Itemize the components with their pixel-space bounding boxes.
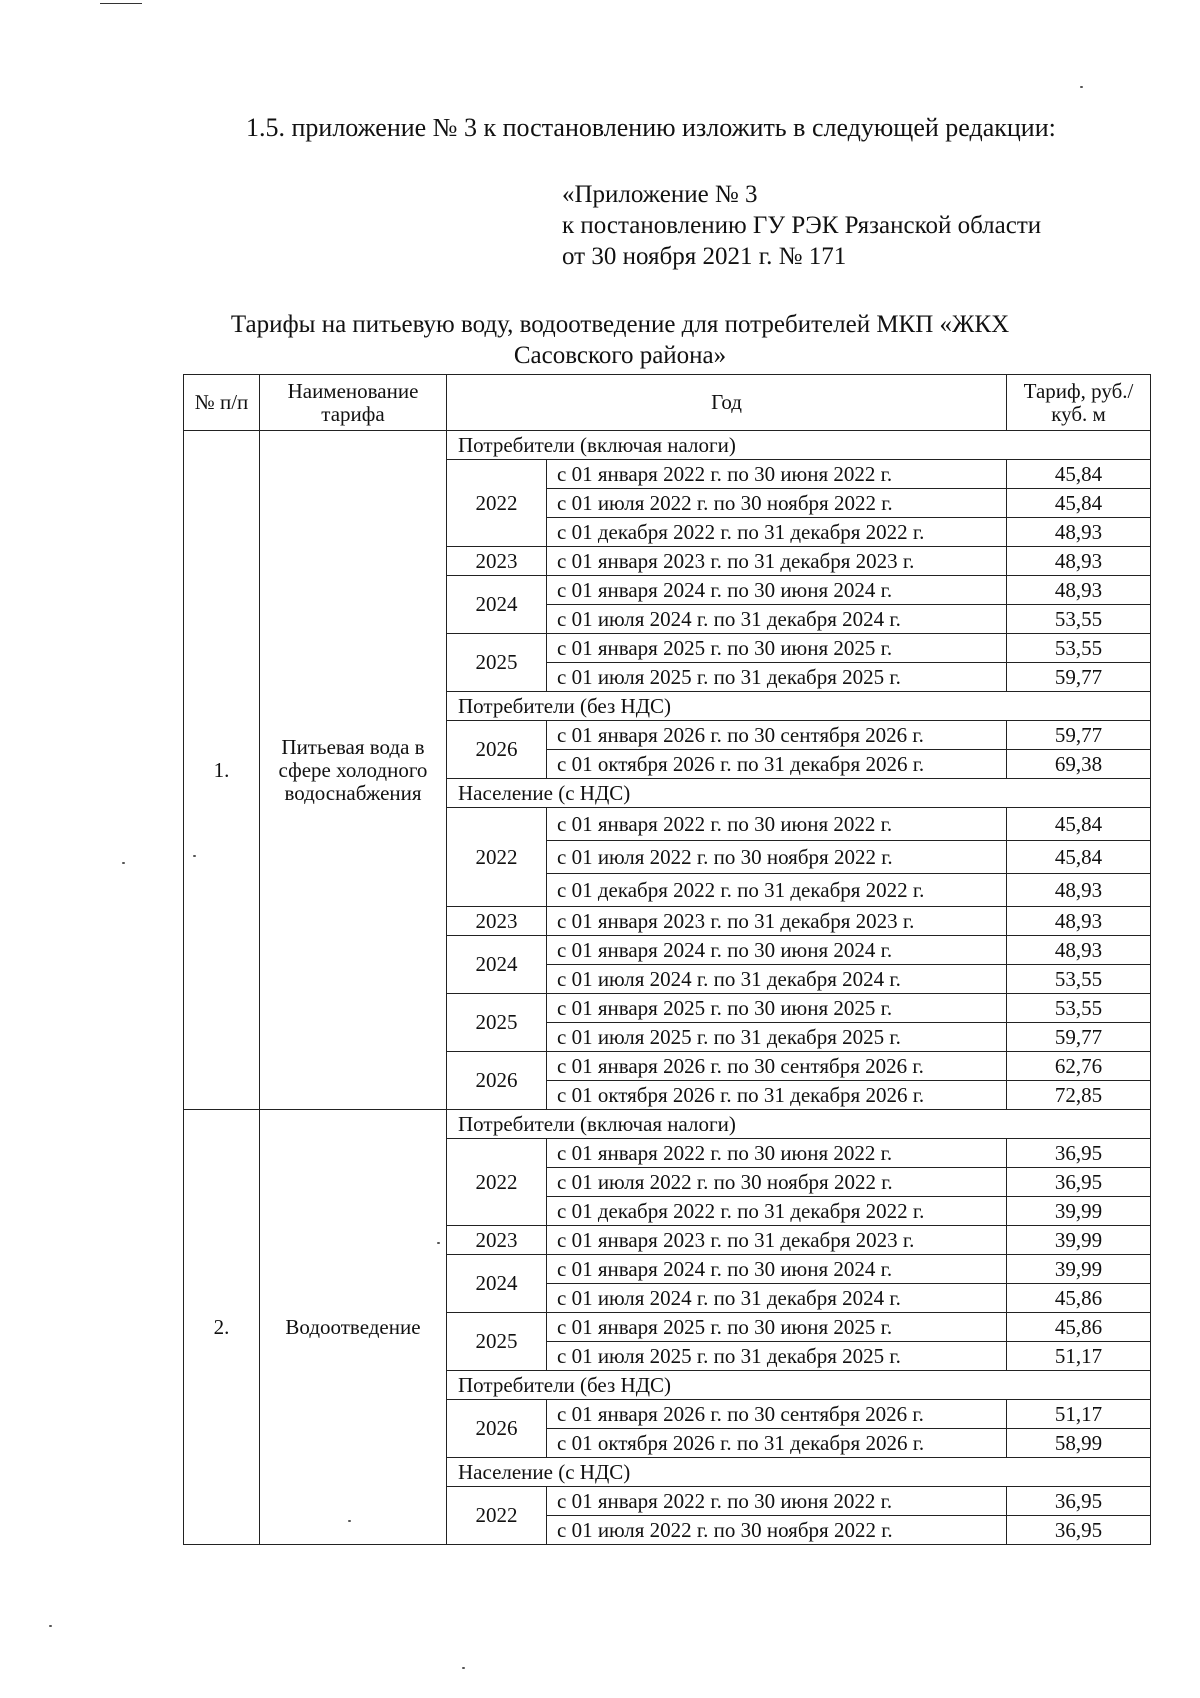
header-no: № п/п [184, 375, 260, 431]
section-name: Питьевая вода в сфере холодного водоснабжения [260, 431, 447, 1110]
tariff-value: 59,77 [1007, 1023, 1151, 1052]
year-cell: 2023 [447, 907, 547, 936]
year-cell: 2026 [447, 1052, 547, 1110]
appendix-line-1: «Приложение № 3 [562, 181, 758, 208]
scan-corner-mark [100, 0, 142, 4]
period-cell: с 01 января 2024 г. по 30 июня 2024 г. [547, 936, 1007, 965]
tariff-value: 59,77 [1007, 721, 1151, 750]
tariff-value: 36,95 [1007, 1168, 1151, 1197]
consumer-group-label: Потребители (включая налоги) [447, 431, 1151, 460]
tariff-value: 72,85 [1007, 1081, 1151, 1110]
period-cell: с 01 декабря 2022 г. по 31 декабря 2022 г. [547, 518, 1007, 547]
period-cell: с 01 января 2023 г. по 31 декабря 2023 г. [547, 547, 1007, 576]
period-cell: с 01 января 2022 г. по 30 июня 2022 г. [547, 1487, 1007, 1516]
section-number: 1. [184, 431, 260, 1110]
period-cell: с 01 января 2025 г. по 30 июня 2025 г. [547, 994, 1007, 1023]
year-cell: 2023 [447, 1226, 547, 1255]
year-cell: 2024 [447, 1255, 547, 1313]
year-cell: 2025 [447, 994, 547, 1052]
tariff-value: 39,99 [1007, 1197, 1151, 1226]
tariff-value: 45,86 [1007, 1284, 1151, 1313]
header-name: Наименование тарифа [260, 375, 447, 431]
tariff-value: 58,99 [1007, 1429, 1151, 1458]
period-cell: с 01 июля 2025 г. по 31 декабря 2025 г. [547, 1023, 1007, 1052]
year-cell: 2025 [447, 634, 547, 692]
tariff-value: 36,95 [1007, 1516, 1151, 1545]
tariff-value: 36,95 [1007, 1487, 1151, 1516]
tariff-value: 45,84 [1007, 489, 1151, 518]
document-title [160, 309, 1080, 371]
tariff-value: 62,76 [1007, 1052, 1151, 1081]
tariff-value: 69,38 [1007, 750, 1151, 779]
year-cell: 2026 [447, 1400, 547, 1458]
period-cell: с 01 января 2022 г. по 30 июня 2022 г. [547, 460, 1007, 489]
tariff-table [183, 374, 1151, 1545]
tariff-value: 48,93 [1007, 907, 1151, 936]
tariff-value: 45,84 [1007, 841, 1151, 874]
year-cell: 2026 [447, 721, 547, 779]
period-cell: с 01 октября 2026 г. по 31 декабря 2026 г. [547, 750, 1007, 779]
title-line-1: Тарифы на питьевую воду, водоотведение для потребителей МКП «ЖКХ [230, 311, 1010, 338]
title-line-2: Сасовского района» [513, 342, 727, 369]
section-number: 2. [184, 1110, 260, 1545]
tariff-value: 39,99 [1007, 1255, 1151, 1284]
year-cell: 2025 [447, 1313, 547, 1371]
period-cell: с 01 июля 2022 г. по 30 ноября 2022 г. [547, 489, 1007, 518]
period-cell: с 01 декабря 2022 г. по 31 декабря 2022 г. [547, 874, 1007, 907]
tariff-value: 48,93 [1007, 936, 1151, 965]
scan-speck [348, 1520, 351, 1522]
tariff-value: 48,93 [1007, 576, 1151, 605]
tariff-value: 53,55 [1007, 994, 1151, 1023]
tariff-value: 59,77 [1007, 663, 1151, 692]
period-cell: с 01 января 2022 г. по 30 июня 2022 г. [547, 1139, 1007, 1168]
tariff-value: 48,93 [1007, 518, 1151, 547]
period-cell: с 01 января 2025 г. по 30 июня 2025 г. [547, 634, 1007, 663]
tariff-value: 39,99 [1007, 1226, 1151, 1255]
group-row [184, 431, 1151, 460]
tariff-value: 53,55 [1007, 605, 1151, 634]
period-cell: с 01 января 2026 г. по 30 сентября 2026 г. [547, 1400, 1007, 1429]
year-cell: 2024 [447, 936, 547, 994]
tariff-value: 51,17 [1007, 1400, 1151, 1429]
section-name: Водоотведение [260, 1110, 447, 1545]
year-cell: 2022 [447, 808, 547, 907]
year-cell: 2022 [447, 1139, 547, 1226]
period-cell: с 01 января 2024 г. по 30 июня 2024 г. [547, 1255, 1007, 1284]
header-tariff: Тариф, руб./куб. м [1007, 375, 1151, 431]
year-cell: 2023 [447, 547, 547, 576]
period-cell: с 01 июля 2022 г. по 30 ноября 2022 г. [547, 1168, 1007, 1197]
scan-speck [1080, 86, 1083, 88]
tariff-value: 51,17 [1007, 1342, 1151, 1371]
header-year: Год [447, 375, 1007, 431]
consumer-group-label: Потребители (без НДС) [447, 1371, 1151, 1400]
period-cell: с 01 января 2024 г. по 30 июня 2024 г. [547, 576, 1007, 605]
period-cell: с 01 октября 2026 г. по 31 декабря 2026 г. [547, 1081, 1007, 1110]
scan-speck [122, 862, 125, 864]
consumer-group-label: Потребители (включая налоги) [447, 1110, 1151, 1139]
tariff-value: 53,55 [1007, 965, 1151, 994]
consumer-group-label: Население (с НДС) [447, 779, 1151, 808]
consumer-group-label: Население (с НДС) [447, 1458, 1151, 1487]
scan-speck [437, 1242, 440, 1244]
appendix-line-3: от 30 ноября 2021 г. № 171 [562, 243, 847, 270]
year-cell: 2022 [447, 460, 547, 547]
tariff-value: 45,84 [1007, 460, 1151, 489]
period-cell: с 01 января 2026 г. по 30 сентября 2026 г. [547, 721, 1007, 750]
scan-speck [462, 1667, 465, 1669]
tariff-value: 45,86 [1007, 1313, 1151, 1342]
period-cell: с 01 июля 2024 г. по 31 декабря 2024 г. [547, 1284, 1007, 1313]
scan-speck [193, 855, 196, 857]
period-cell: с 01 декабря 2022 г. по 31 декабря 2022 г. [547, 1197, 1007, 1226]
period-cell: с 01 января 2022 г. по 30 июня 2022 г. [547, 808, 1007, 841]
appendix-reference [562, 179, 1041, 272]
period-cell: с 01 июля 2025 г. по 31 декабря 2025 г. [547, 1342, 1007, 1371]
table-header-row [184, 375, 1151, 431]
tariff-value: 53,55 [1007, 634, 1151, 663]
period-cell: с 01 января 2023 г. по 31 декабря 2023 г. [547, 1226, 1007, 1255]
period-cell: с 01 июля 2022 г. по 30 ноября 2022 г. [547, 841, 1007, 874]
period-cell: с 01 января 2025 г. по 30 июня 2025 г. [547, 1313, 1007, 1342]
intro-paragraph: 1.5. приложение № 3 к постановлению изложить в следующей редакции: [246, 113, 1056, 142]
consumer-group-label: Потребители (без НДС) [447, 692, 1151, 721]
tariff-value: 48,93 [1007, 874, 1151, 907]
period-cell: с 01 июля 2024 г. по 31 декабря 2024 г. [547, 605, 1007, 634]
period-cell: с 01 января 2026 г. по 30 сентября 2026 г. [547, 1052, 1007, 1081]
tariff-value: 36,95 [1007, 1139, 1151, 1168]
tariff-value: 48,93 [1007, 547, 1151, 576]
scan-speck [49, 1625, 52, 1627]
group-row [184, 1110, 1151, 1139]
period-cell: с 01 июля 2025 г. по 31 декабря 2025 г. [547, 663, 1007, 692]
period-cell: с 01 января 2023 г. по 31 декабря 2023 г. [547, 907, 1007, 936]
year-cell: 2024 [447, 576, 547, 634]
year-cell: 2022 [447, 1487, 547, 1545]
appendix-line-2: к постановлению ГУ РЭК Рязанской области [562, 212, 1042, 239]
period-cell: с 01 октября 2026 г. по 31 декабря 2026 г. [547, 1429, 1007, 1458]
table-body [184, 431, 1151, 1545]
period-cell: с 01 июля 2022 г. по 30 ноября 2022 г. [547, 1516, 1007, 1545]
tariff-value: 45,84 [1007, 808, 1151, 841]
period-cell: с 01 июля 2024 г. по 31 декабря 2024 г. [547, 965, 1007, 994]
